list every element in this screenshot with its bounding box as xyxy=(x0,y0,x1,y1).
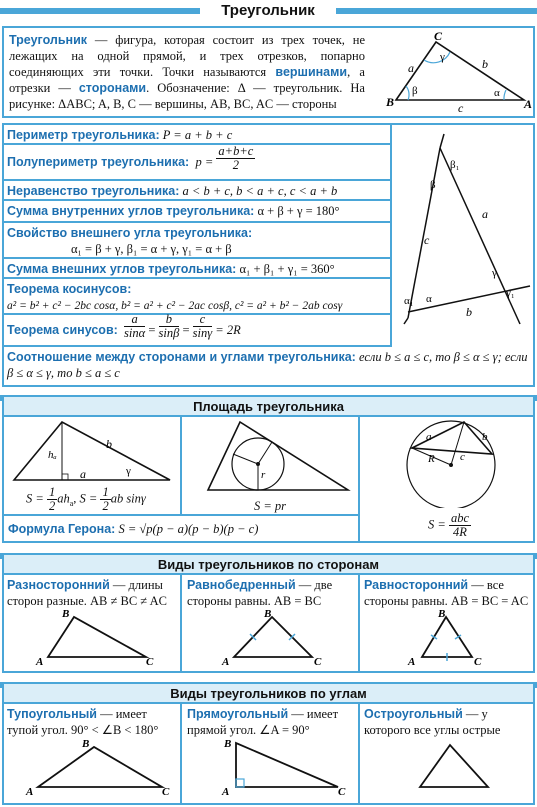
svg-text:a: a xyxy=(426,431,432,443)
svg-text:b: b xyxy=(482,431,488,443)
right-text: Прямоугольный — имеет прямой угол. ∠A = 90° xyxy=(187,707,339,737)
svg-text:r: r xyxy=(261,469,266,481)
area-divider-2 xyxy=(358,416,360,541)
semiperimeter-row: Полупериметр треугольника: p = $\frac{a+b+c}{2}$ xyxy=(2,145,392,181)
sides-divider-2 xyxy=(358,574,360,671)
svg-text:c: c xyxy=(424,233,430,247)
obtuse-triangle xyxy=(20,737,176,797)
svg-text:A: A xyxy=(26,786,34,797)
isosceles-triangle xyxy=(220,607,340,667)
angle-kinds-header: Виды треугольников по углам xyxy=(2,682,535,704)
cosine-theorem-row: Теорема косинусов: a² = b² + c² − 2bc cosα, b² = a² + c² − 2ac cosβ, c² = a² + b² − 2ab cosγ xyxy=(2,279,392,315)
circumscribed-circle-figure xyxy=(404,418,498,508)
sides-divider-1 xyxy=(180,574,182,671)
right-triangle xyxy=(210,737,350,797)
svg-text:C: C xyxy=(338,786,346,797)
svg-text:a: a xyxy=(482,207,488,221)
svg-text:B: B xyxy=(224,738,232,750)
angle-sum-row: Сумма внутренних углов треугольника: α + β + γ = 180° xyxy=(2,201,392,223)
svg-text:a: a xyxy=(80,467,86,481)
svg-text:R: R xyxy=(428,453,435,465)
exterior-sum-row: Сумма внешних углов треугольника: α₁ + β₁ + γ₁ = 360° xyxy=(2,259,392,279)
definition-text: Треугольник — фигура, которая состоит из трех точек, не лежащих на одной прямой, и трех отрезков, попарно соединяющих эти точки. Точки называются вершинами, а отрезки — сторонами. Обозначение: Δ — треугольник. На рисунке: ΔABC; A, B, C — вершины, AB, BC, AC — стороны xyxy=(9,33,365,111)
svg-text:b: b xyxy=(482,57,488,71)
svg-text:β₁: β₁ xyxy=(450,159,460,171)
svg-text:hₐ: hₐ xyxy=(48,449,57,461)
svg-text:γ: γ xyxy=(492,267,497,279)
svg-text:A: A xyxy=(36,656,44,667)
triangle-abc-figure xyxy=(376,30,534,116)
perimeter-row: Периметр треугольника: P = a + b + c xyxy=(2,125,392,145)
svg-text:β: β xyxy=(412,85,418,97)
svg-text:α₁: α₁ xyxy=(404,295,414,307)
angles-divider-2 xyxy=(358,703,360,803)
area-formula-2: S = pr xyxy=(254,499,287,513)
scalene-text: Разносторонний — длины сторон разные. AB ≠ BC ≠ AC xyxy=(7,578,167,608)
svg-text:γ: γ xyxy=(440,51,445,63)
svg-text:B: B xyxy=(264,608,272,620)
area-height-figure xyxy=(8,418,178,484)
svg-text:A: A xyxy=(222,656,230,667)
inscribed-circle-figure xyxy=(188,418,354,496)
svg-text:α: α xyxy=(494,87,500,99)
svg-text:b: b xyxy=(106,437,112,451)
equilateral-triangle xyxy=(404,607,524,667)
svg-text:γ₁: γ₁ xyxy=(506,287,515,299)
svg-text:A: A xyxy=(524,97,533,111)
svg-text:γ: γ xyxy=(126,465,131,477)
inequality-row: Неравенство треугольника: a < b + c, b < a + c, c < a + b xyxy=(2,181,392,201)
acute-text: Остроугольный — у которого все углы острые xyxy=(364,707,501,737)
equilateral-text: Равносторонний — все стороны равны. AB = BC = AC xyxy=(364,578,529,608)
area-divider-1 xyxy=(180,416,182,514)
sine-theorem-row: Теорема синусов: $\frac{a}{\sin\alpha}$ = $\frac{b}{\sin\beta}$ = $\frac{c}{\sin\gamma}$ = 2R xyxy=(2,315,392,347)
svg-text:B: B xyxy=(82,738,90,750)
svg-text:b: b xyxy=(466,305,472,319)
svg-text:B: B xyxy=(438,608,446,620)
exterior-angles-figure xyxy=(394,126,534,344)
svg-text:a: a xyxy=(408,61,414,75)
area-header: Площадь треугольника xyxy=(2,395,535,417)
svg-text:A: A xyxy=(222,786,230,797)
svg-text:B: B xyxy=(386,95,395,109)
page-title: Треугольник xyxy=(200,0,336,22)
sides-kinds-header: Виды треугольников по сторонам xyxy=(2,553,535,575)
svg-text:c: c xyxy=(458,101,464,115)
isosceles-text: Равнобедренный — две стороны равны. AB = BC xyxy=(187,578,333,608)
svg-text:C: C xyxy=(474,656,482,667)
ratio-row: Соотношение между сторонами и углами треугольника: если b ≤ a ≤ c, то β ≤ α ≤ γ; если β ≤ α ≤ γ, то b ≤ a ≤ c xyxy=(7,350,528,380)
svg-text:β: β xyxy=(430,179,436,191)
svg-text:C: C xyxy=(146,656,154,667)
obtuse-text: Тупоугольный — имеет тупой угол. 90° < ∠B < 180° xyxy=(7,707,159,737)
definition-box xyxy=(2,26,535,118)
acute-triangle xyxy=(404,737,524,797)
svg-text:c: c xyxy=(460,451,465,463)
angles-divider-1 xyxy=(180,703,182,803)
svg-text:A: A xyxy=(408,656,416,667)
area-formula-3: S = $\frac{\text{abc}}{4R}$ xyxy=(428,511,469,539)
svg-text:C: C xyxy=(314,656,322,667)
exterior-angle-row: Свойство внешнего угла треугольника: α₁ = β + γ, β₁ = α + γ, γ₁ = α + β xyxy=(2,223,392,259)
svg-text:C: C xyxy=(162,786,170,797)
area-formula-1: S = $\frac{1}{2}$ $ah_a$, S = $\frac{1}{2}$ ab sinγ xyxy=(26,485,146,513)
scalene-triangle xyxy=(30,607,160,667)
heron-row: Формула Герона: S = √p(p − a)(p − b)(p − c) xyxy=(8,522,259,536)
svg-text:C: C xyxy=(434,30,443,43)
svg-text:B: B xyxy=(62,608,70,620)
heron-divider xyxy=(2,514,359,516)
svg-text:α: α xyxy=(426,293,432,305)
definition-term: Треугольник xyxy=(9,33,88,47)
